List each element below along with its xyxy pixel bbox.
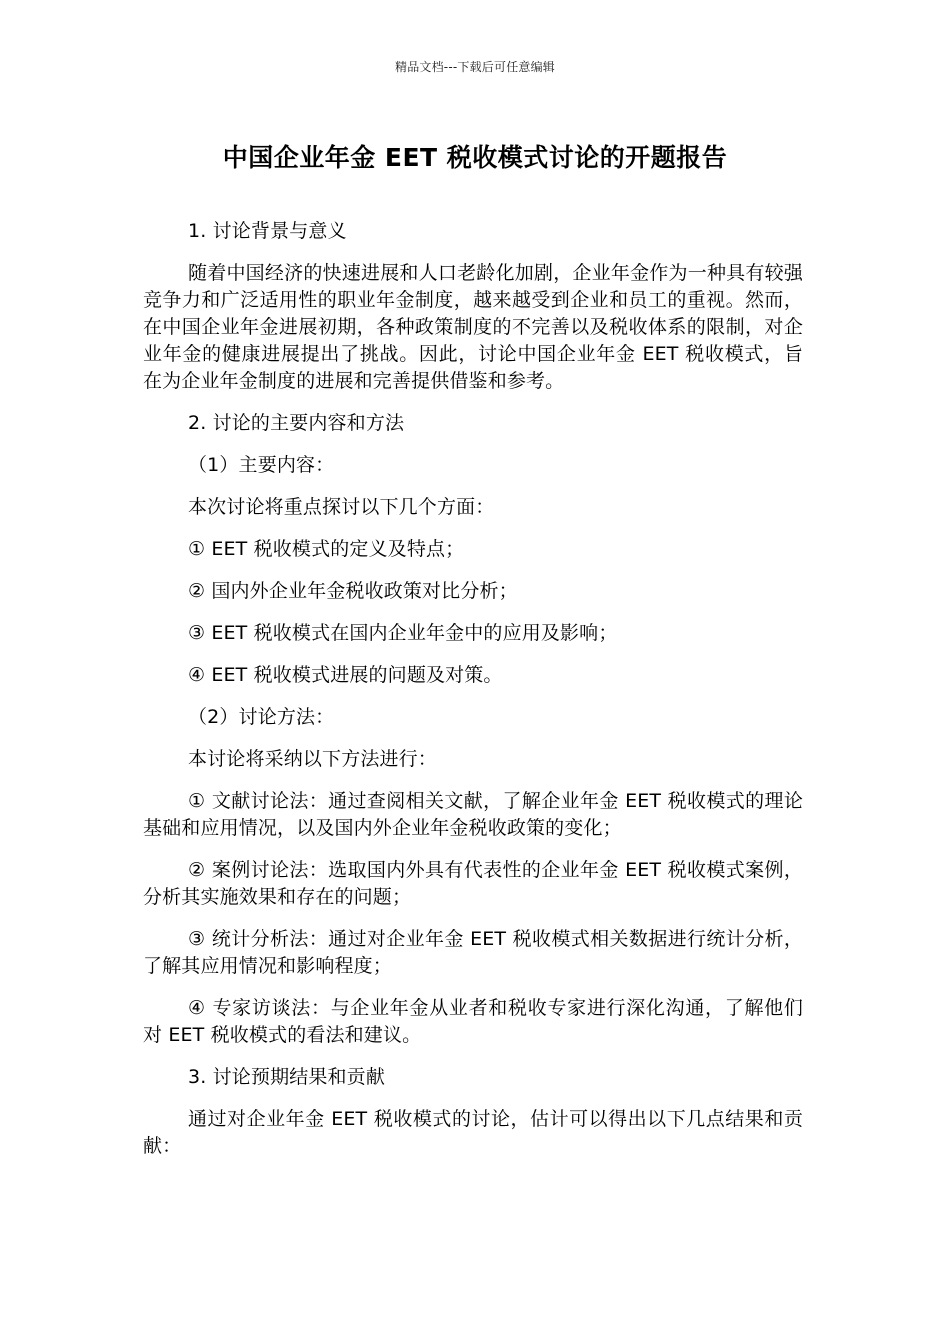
subheading-main-content: （1）主要内容：: [188, 454, 335, 476]
document-title: 中国企业年金 EET 税收模式讨论的开题报告: [222, 143, 728, 172]
list-item-method-3: ③ 统计分析法：通过对企业年金 EET 税收模式相关数据进行统计分析，了解其应用情况和影响程度；: [143, 928, 803, 977]
document-body: [143, 218, 803, 1175]
section-heading-content-methods: 2. 讨论的主要内容和方法: [188, 412, 405, 434]
paragraph-expected-results: 通过对企业年金 EET 税收模式的讨论，估计可以得出以下几点结果和贡献：: [143, 1108, 803, 1157]
paragraph-methods-intro: 本讨论将采纳以下方法进行：: [188, 748, 437, 770]
paragraph-content-intro: 本次讨论将重点探讨以下几个方面：: [188, 496, 495, 518]
list-item-content-3: ③ EET 税收模式在国内企业年金中的应用及影响；: [188, 622, 618, 644]
list-item-content-2: ② 国内外企业年金税收政策对比分析；: [188, 580, 518, 602]
subheading-methods: （2）讨论方法：: [188, 706, 335, 728]
list-item-method-4: ④ 专家访谈法：与企业年金从业者和税收专家进行深化沟通，了解他们对 EET 税收模式的看法和建议。: [143, 997, 803, 1046]
list-item-method-1: ① 文献讨论法：通过查阅相关文献，了解企业年金 EET 税收模式的理论基础和应用情况，以及国内外企业年金税收政策的变化；: [143, 790, 803, 839]
header-note: 精品文档---下载后可任意编辑: [395, 60, 555, 74]
list-item-content-1: ① EET 税收模式的定义及特点；: [188, 538, 465, 560]
list-item-content-4: ④ EET 税收模式进展的问题及对策。: [188, 664, 503, 686]
paragraph-background: 随着中国经济的快速进展和人口老龄化加剧，企业年金作为一种具有较强竞争力和广泛适用性的职业年金制度，越来越受到企业和员工的重视。然而，在中国企业年金进展初期，各种政策制度的不完善以及税收体系的限制，对企业年金的健康进展提出了挑战。因此，讨论中国企业年金 EET 税收模式，旨在为企业年金制度的进展和完善提供借鉴和参考。: [143, 262, 803, 392]
section-heading-expected-results: 3. 讨论预期结果和贡献: [188, 1066, 385, 1088]
section-heading-background: 1. 讨论背景与意义: [188, 220, 347, 242]
list-item-method-2: ② 案例讨论法：选取国内外具有代表性的企业年金 EET 税收模式案例，分析其实施效果和存在的问题；: [143, 859, 803, 908]
